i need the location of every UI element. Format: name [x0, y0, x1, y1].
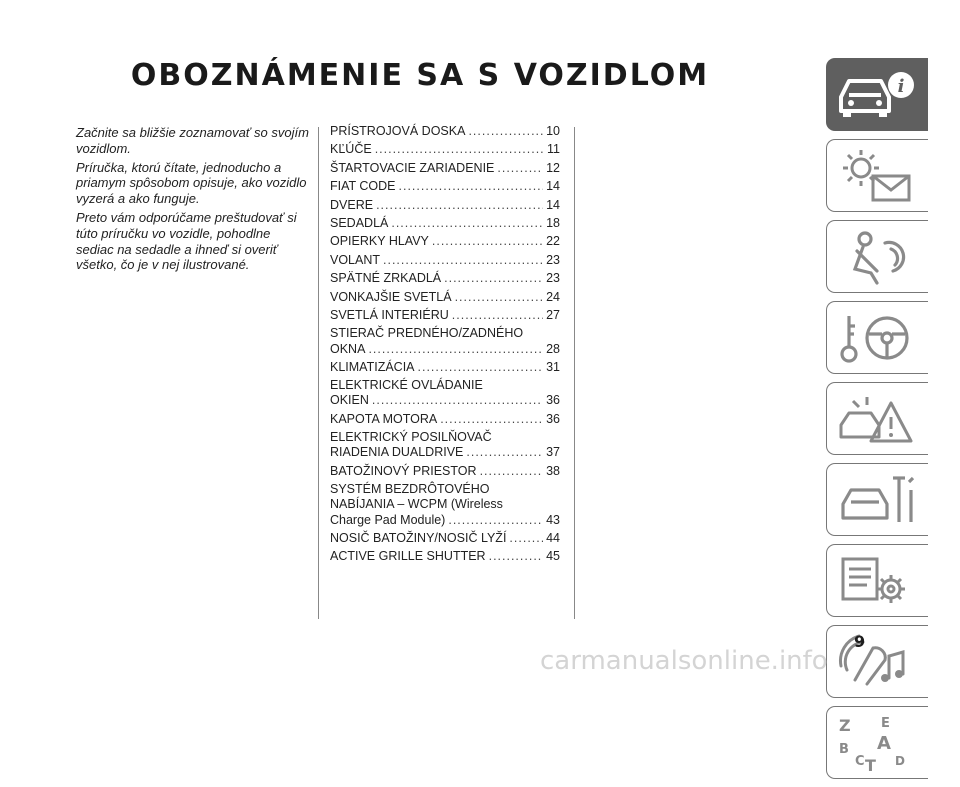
toc-entry-page: 27 [546, 307, 560, 322]
toc-entry-title-line: STIERAČ PREDNÉHO/ZADNÉHO [330, 326, 524, 341]
page-title: OBOZNÁMENIE SA S VOZIDLOM [130, 58, 710, 93]
svg-text:C: C [855, 754, 865, 769]
watermark: carmanualsonline.info [540, 646, 828, 676]
toc-entry[interactable] [330, 430, 560, 460]
toc-entry-title: FIAT CODE [330, 179, 396, 194]
toc-leader-dots [368, 342, 543, 357]
toc-entry-title: ŠTARTOVACIE ZARIADENIE [330, 160, 495, 175]
toc-entry-page: 22 [546, 234, 560, 249]
intro-paragraph: Preto vám odporúčame preštudovať si túto príručku vo vozidle, pohodlne sediac na sedadle a ihneď si overiť všetko, čo je v nej ilustrované. [76, 209, 297, 273]
toc-leader-dots [399, 179, 543, 194]
toc-entry-title: OPIERKY HLAVY [330, 234, 429, 249]
toc-entry-title: DVERE [330, 197, 374, 212]
toc-leader-dots [440, 412, 543, 427]
toc-entry-title: OKNA [330, 341, 366, 356]
intro-paragraph: Začnite sa bližšie zoznamovať so svojím vozidlom. [76, 125, 309, 156]
toc-entry-page: 24 [546, 289, 560, 304]
toc-leader-dots [497, 161, 543, 176]
toc-entry-title: KĽÚČE [330, 142, 372, 157]
toc-entry-page: 11 [547, 142, 560, 157]
toc-entry[interactable] [330, 216, 560, 231]
toc-leader-dots [432, 234, 543, 249]
toc-entry[interactable] [330, 234, 560, 249]
svg-text:T: T [865, 756, 876, 775]
toc-entry-title: KAPOTA MOTORA [330, 411, 438, 426]
toc-entry[interactable] [330, 198, 560, 213]
toc-entry-page: 37 [546, 445, 560, 460]
toc-leader-dots [383, 253, 543, 268]
toc-entry-page: 43 [546, 512, 560, 527]
toc-entry[interactable] [330, 271, 560, 286]
svg-text:A: A [877, 733, 891, 754]
toc-leader-dots [391, 216, 543, 231]
toc-entry-title: KLIMATIZÁCIA [330, 359, 415, 374]
toc-entry-page: 28 [546, 341, 560, 356]
toc-entry[interactable] [330, 253, 560, 268]
toc-entry[interactable] [330, 290, 560, 305]
toc-entry-title: Charge Pad Module) [330, 512, 446, 527]
svg-text:B: B [839, 742, 849, 757]
chapter-tab[interactable] [826, 382, 928, 455]
toc-entry[interactable] [330, 308, 560, 323]
toc-entry-title: SPÄTNÉ ZRKADLÁ [330, 271, 442, 286]
toc-entry-title-line: ELEKTRICKÝ POSILŇOVAČ [330, 430, 492, 445]
toc-entry-title: PRÍSTROJOVÁ DOSKA [330, 124, 466, 138]
chapter-tab[interactable] [826, 58, 928, 131]
toc-entry-page: 36 [546, 411, 560, 426]
toc-entry[interactable] [330, 326, 560, 356]
chapter-tab[interactable] [826, 463, 928, 536]
toc-entry-title-line: SYSTÉM BEZDRÔTOVÉHO [330, 482, 490, 497]
chapter-tab[interactable] [826, 301, 928, 374]
table-of-contents [330, 124, 560, 568]
chapter-tab[interactable] [826, 220, 928, 293]
toc-entry-page: 44 [546, 531, 560, 546]
toc-entry-title: SVETLÁ INTERIÉRU [330, 307, 449, 322]
toc-entry-title: VONKAJŠIE SVETLÁ [330, 289, 452, 304]
toc-entry-page: 31 [546, 359, 560, 374]
toc-entry-title: ACTIVE GRILLE SHUTTER [330, 549, 486, 564]
toc-leader-dots [418, 360, 543, 375]
toc-leader-dots [509, 531, 543, 546]
toc-entry[interactable] [330, 360, 560, 375]
toc-leader-dots [444, 271, 543, 286]
toc-entry-page: 38 [546, 463, 560, 478]
chapter-tab[interactable] [826, 706, 928, 779]
toc-entry-title: BATOŽINOVÝ PRIESTOR [330, 463, 477, 478]
toc-entry[interactable] [330, 482, 560, 528]
toc-entry[interactable] [330, 161, 560, 176]
toc-entry[interactable] [330, 378, 560, 408]
svg-text:Z: Z [839, 716, 851, 735]
toc-entry-page: 45 [546, 549, 560, 564]
toc-leader-dots [372, 393, 543, 408]
toc-leader-dots [468, 124, 543, 139]
toc-entry[interactable] [330, 549, 560, 564]
chapter-tab[interactable] [826, 544, 928, 617]
chapter-tab[interactable] [826, 625, 928, 698]
toc-entry-page: 18 [546, 215, 560, 230]
toc-leader-dots [455, 290, 543, 305]
toc-entry[interactable] [330, 531, 560, 546]
toc-leader-dots [480, 464, 543, 479]
svg-text:i: i [897, 76, 905, 97]
intro-text [76, 125, 311, 276]
toc-entry-title: SEDADLÁ [330, 215, 389, 230]
column-divider [574, 127, 575, 619]
toc-leader-dots [452, 308, 543, 323]
toc-entry[interactable] [330, 464, 560, 479]
chapter-tabs [826, 58, 928, 787]
toc-entry-page: 23 [546, 271, 560, 286]
toc-entry-page: 23 [546, 252, 560, 267]
svg-text:D: D [895, 754, 905, 768]
column-divider [318, 127, 319, 619]
toc-entry-title-line: NABÍJANIA – WCPM (Wireless [330, 497, 503, 512]
intro-paragraph: Príručka, ktorú čítate, jednoducho a priamym spôsobom opisuje, ako vozidlo vyzerá a ako funguje. [76, 159, 307, 207]
svg-text:E: E [881, 716, 890, 731]
toc-entry[interactable] [330, 179, 560, 194]
toc-entry-title: RIADENIA DUALDRIVE [330, 445, 464, 460]
toc-entry-page: 14 [546, 197, 560, 212]
toc-leader-dots [466, 445, 543, 460]
toc-entry-page: 12 [546, 160, 560, 175]
toc-leader-dots [489, 549, 543, 564]
toc-entry[interactable] [330, 124, 560, 139]
chapter-tab[interactable] [826, 139, 928, 212]
toc-leader-dots [376, 198, 543, 213]
toc-entry-page: 14 [546, 179, 560, 194]
toc-leader-dots [448, 513, 543, 528]
toc-entry-title: NOSIČ BATOŽINY/NOSIČ LYŽÍ [330, 531, 507, 546]
toc-entry-page: 10 [546, 124, 560, 138]
toc-entry-title: VOLANT [330, 252, 381, 267]
toc-entry[interactable] [330, 412, 560, 427]
toc-entry-title: OKIEN [330, 393, 369, 408]
page-number: 9 [854, 632, 866, 651]
toc-entry-page: 36 [546, 393, 560, 408]
toc-leader-dots [375, 142, 543, 157]
toc-entry[interactable] [330, 142, 560, 157]
toc-entry-title-line: ELEKTRICKÉ OVLÁDANIE [330, 378, 483, 393]
